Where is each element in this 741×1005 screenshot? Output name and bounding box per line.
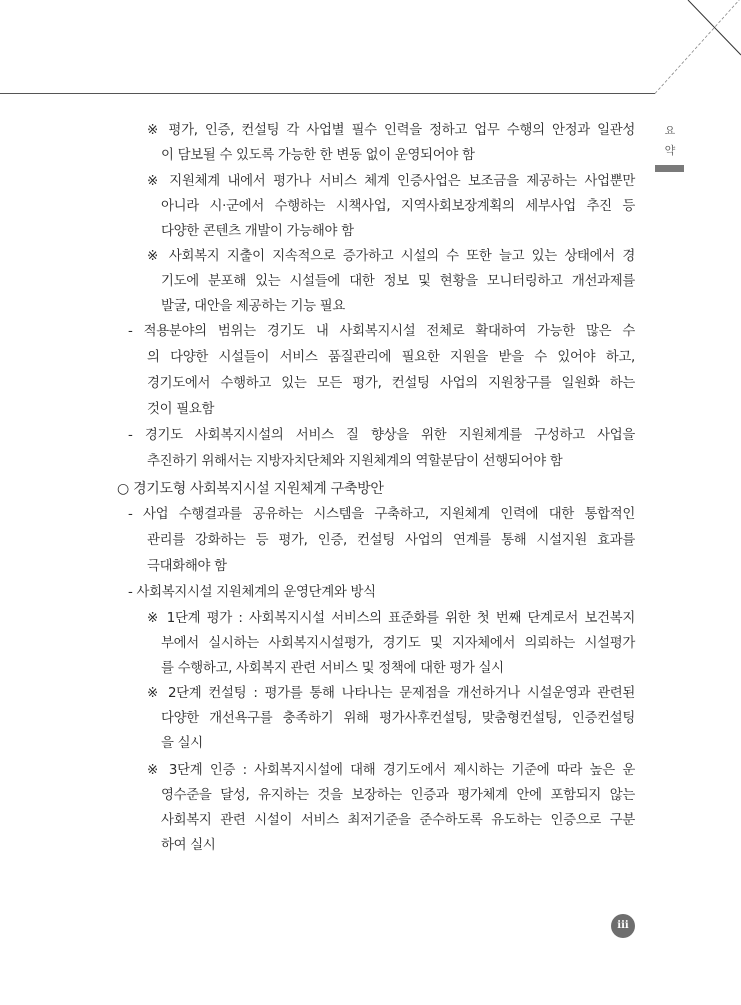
note-line: 사회복지 관련 시설이 서비스 최저기준을 준수하도록 유도하는 인증으로 구분: [161, 813, 635, 828]
note-line: 하여 실시: [161, 838, 216, 853]
note-line: ※ 사회복지 지출이 지속적으로 증가하고 시설의 수 또한 늘고 있는 상태에서 경: [147, 249, 635, 264]
section-tab-char: 약: [664, 144, 676, 157]
note-line: 를 수행하고, 사회복지 관련 서비스 및 정책에 대한 평가 실시: [161, 661, 504, 676]
header-decoration: [0, 0, 741, 120]
dash-item-line: 극대화해야 함: [147, 559, 227, 574]
dash-item-line: 경기도에서 수행하고 있는 모든 평가, 컨설팅 사업의 지원창구를 일원화 하는: [147, 376, 635, 391]
note-line: 을 실시: [161, 736, 203, 751]
note-line: 아니라 시·군에서 수행하는 시책사업, 지역사회보장계획의 세부사업 추진 등: [161, 199, 635, 214]
note-line: 영수준을 달성, 유지하는 것을 보장하는 인증과 평가체계 안에 포함되지 않는: [161, 788, 635, 803]
section-heading: ○ 경기도형 사회복지시설 지원체계 구축방안: [117, 481, 384, 497]
note-line: 부에서 실시하는 사회복지시설평가, 경기도 및 지자체에서 의뢰하는 시설평가: [161, 636, 635, 651]
note-line: ※ 1단계 평가 : 사회복지시설 서비스의 표준화를 위한 첫 번째 단계로서 보건복지: [147, 611, 635, 626]
dash-item-line: 의 다양한 시설들이 서비스 품질관리에 필요한 지원을 받을 수 있어야 하고,: [147, 350, 635, 365]
note-line: ※ 평가, 인증, 컨설팅 각 사업별 필수 인력을 정하고 업무 수행의 안정과 일관성: [147, 123, 635, 138]
note-line: 다양한 개선욕구를 충족하기 위해 평가사후컨설팅, 맞춤형컨설팅, 인증컨설팅: [161, 711, 635, 726]
section-tab-char: 요: [664, 124, 676, 137]
section-tab-marker: [655, 165, 684, 172]
dash-item-line: 추진하기 위해서는 지방자치단체와 지원체계의 역할분담이 선행되어야 함: [147, 454, 563, 469]
note-line: 이 담보될 수 있도록 가능한 한 변동 없이 운영되어야 함: [161, 148, 475, 163]
page-number: iii: [611, 914, 635, 938]
dash-item-line: - 적용분야의 범위는 경기도 내 사회복지시설 전체로 확대하여 가능한 많은 수: [128, 324, 635, 339]
note-line: ※ 지원체계 내에서 평가나 서비스 체계 인증사업은 보조금을 제공하는 사업뿐만: [147, 174, 635, 189]
note-line: ※ 2단계 컨설팅 : 평가를 통해 나타나는 문제점을 개선하거나 시설운영과 관련된: [147, 686, 635, 701]
dash-item-line: - 사업 수행결과를 공유하는 시스템을 구축하고, 지원체계 인력에 대한 통합적인: [128, 507, 635, 522]
dash-item-line: 관리를 강화하는 등 평가, 인증, 컨설팅 사업의 연계를 통해 시설지원 효과를: [147, 533, 635, 548]
note-line: 발굴, 대안을 제공하는 기능 필요: [161, 299, 346, 314]
dash-item-line: - 사회복지시설 지원체계의 운영단계와 방식: [128, 585, 376, 600]
note-line: 기도에 분포해 있는 시설들에 대한 정보 및 현황을 모니터링하고 개선과제를: [161, 274, 635, 289]
dash-item-line: - 경기도 사회복지시설의 서비스 질 향상을 위한 지원체계를 구성하고 사업을: [128, 428, 635, 443]
dash-item-line: 것이 필요함: [147, 402, 215, 417]
note-line: ※ 3단계 인증 : 사회복지시설에 대해 경기도에서 제시하는 기준에 따라 높은 운: [147, 763, 635, 778]
section-tab: [655, 121, 685, 172]
note-line: 다양한 콘텐츠 개발이 가능해야 함: [161, 224, 354, 239]
